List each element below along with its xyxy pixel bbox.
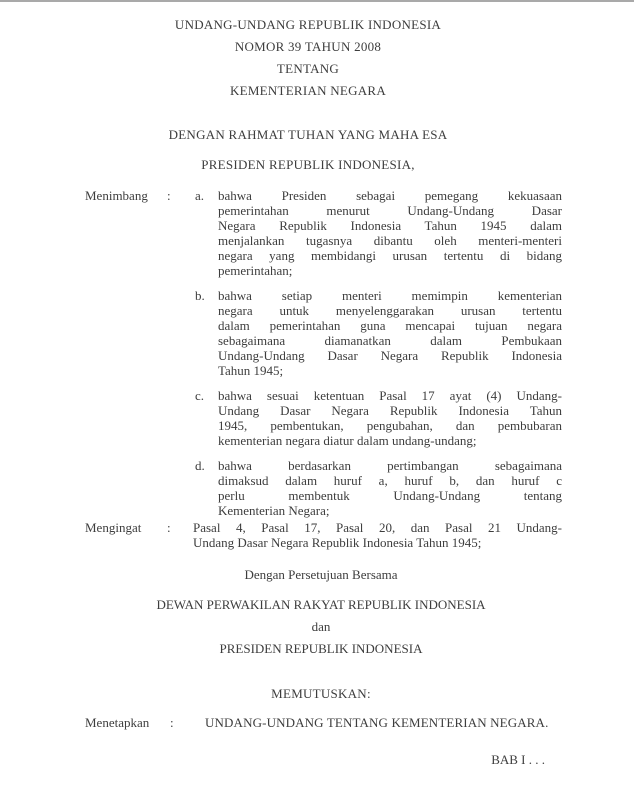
text-line: negara yang membidangi urusan tertentu di bidang <box>218 248 562 263</box>
item-marker: a. <box>195 188 205 203</box>
title-line-about: TENTANG <box>276 61 340 76</box>
document-title-block <box>0 14 625 102</box>
text-line: kementerian negara diatur dalam undang-undang; <box>218 433 477 448</box>
text-line: Undang Dasar Negara Republik Indonesia Tahun 1945; <box>193 535 482 550</box>
text-line: pemerintahan; <box>218 263 293 278</box>
item-text <box>218 388 562 448</box>
text-line: Undang Dasar Negara Republik Indonesia Tahun <box>218 403 562 418</box>
party-conjunction: dan <box>311 619 331 634</box>
text-line: negara untuk menyelenggarakan urusan tertentu <box>218 303 562 318</box>
item-text <box>218 188 562 278</box>
text-line: bahwa berdasarkan pertimbangan sebagaimana <box>218 458 562 473</box>
considering-item-c <box>195 388 562 448</box>
considering-item-d <box>195 458 562 518</box>
recalling-label: Mengingat <box>85 520 142 535</box>
text-line: Pasal 4, Pasal 17, Pasal 20, dan Pasal 21 Undang- <box>193 520 562 535</box>
title-line-number: NOMOR 39 TAHUN 2008 <box>234 39 382 54</box>
text-line: bahwa sesuai ketentuan Pasal 17 ayat (4) Undang- <box>218 388 562 403</box>
title-line-type: UNDANG-UNDANG REPUBLIK INDONESIA <box>174 17 442 32</box>
item-marker: c. <box>195 388 205 403</box>
enactment-text: UNDANG-UNDANG TENTANG KEMENTERIAN NEGARA. <box>205 715 549 730</box>
considering-separator: : <box>167 188 171 203</box>
text-line: bahwa setiap menteri memimpin kementerian <box>218 288 562 303</box>
enactment-label: Menetapkan <box>85 715 150 730</box>
text-line: dimaksud dalam huruf a, huruf b, dan huruf c <box>218 473 562 488</box>
page-catchword: BAB I . . . <box>491 752 545 767</box>
considering-label: Menimbang <box>85 188 148 203</box>
recalling-separator: : <box>167 520 171 535</box>
scan-edge-line <box>0 0 634 2</box>
item-text <box>218 458 562 518</box>
text-line: 1945, pembentukan, pengubahan, dan pembubaran <box>218 418 562 433</box>
joint-parties-block <box>4 594 634 660</box>
item-marker: b. <box>195 288 205 303</box>
recalling-text <box>193 520 562 550</box>
item-marker: d. <box>195 458 205 473</box>
considering-item-b <box>195 288 562 378</box>
invocation-line: DENGAN RAHMAT TUHAN YANG MAHA ESA <box>168 127 448 142</box>
text-line: Tahun 1945; <box>218 363 284 378</box>
decision-heading: MEMUTUSKAN: <box>271 686 371 701</box>
enactment-separator: : <box>170 715 174 730</box>
text-line: dalam pemerintahan guna mencapai tujuan negara <box>218 318 562 333</box>
text-line: menjalankan tugasnya dibantu oleh menteri-menteri <box>218 233 562 248</box>
item-text <box>218 288 562 378</box>
title-line-subject: KEMENTERIAN NEGARA <box>230 83 386 98</box>
text-line: Negara Republik Indonesia Tahun 1945 dalam <box>218 218 562 233</box>
text-line: pemerintahan menurut Undang-Undang Dasar <box>218 203 562 218</box>
issuer-line: PRESIDEN REPUBLIK INDONESIA, <box>201 157 415 172</box>
party-first: DEWAN PERWAKILAN RAKYAT REPUBLIK INDONESIA <box>156 597 486 612</box>
text-line: perlu membentuk Undang-Undang tentang <box>218 488 562 503</box>
text-line: Kementerian Negara; <box>218 503 330 518</box>
text-line: sebagaimana diamanatkan dalam Pembukaan <box>218 333 562 348</box>
considering-items <box>195 188 562 518</box>
agreement-line: Dengan Persetujuan Bersama <box>244 567 398 582</box>
considering-item-a <box>195 188 562 278</box>
text-line: Undang-Undang Dasar Negara Republik Indonesia <box>218 348 562 363</box>
text-line: bahwa Presiden sebagai pemegang kekuasaan <box>218 188 562 203</box>
party-second: PRESIDEN REPUBLIK INDONESIA <box>219 641 423 656</box>
